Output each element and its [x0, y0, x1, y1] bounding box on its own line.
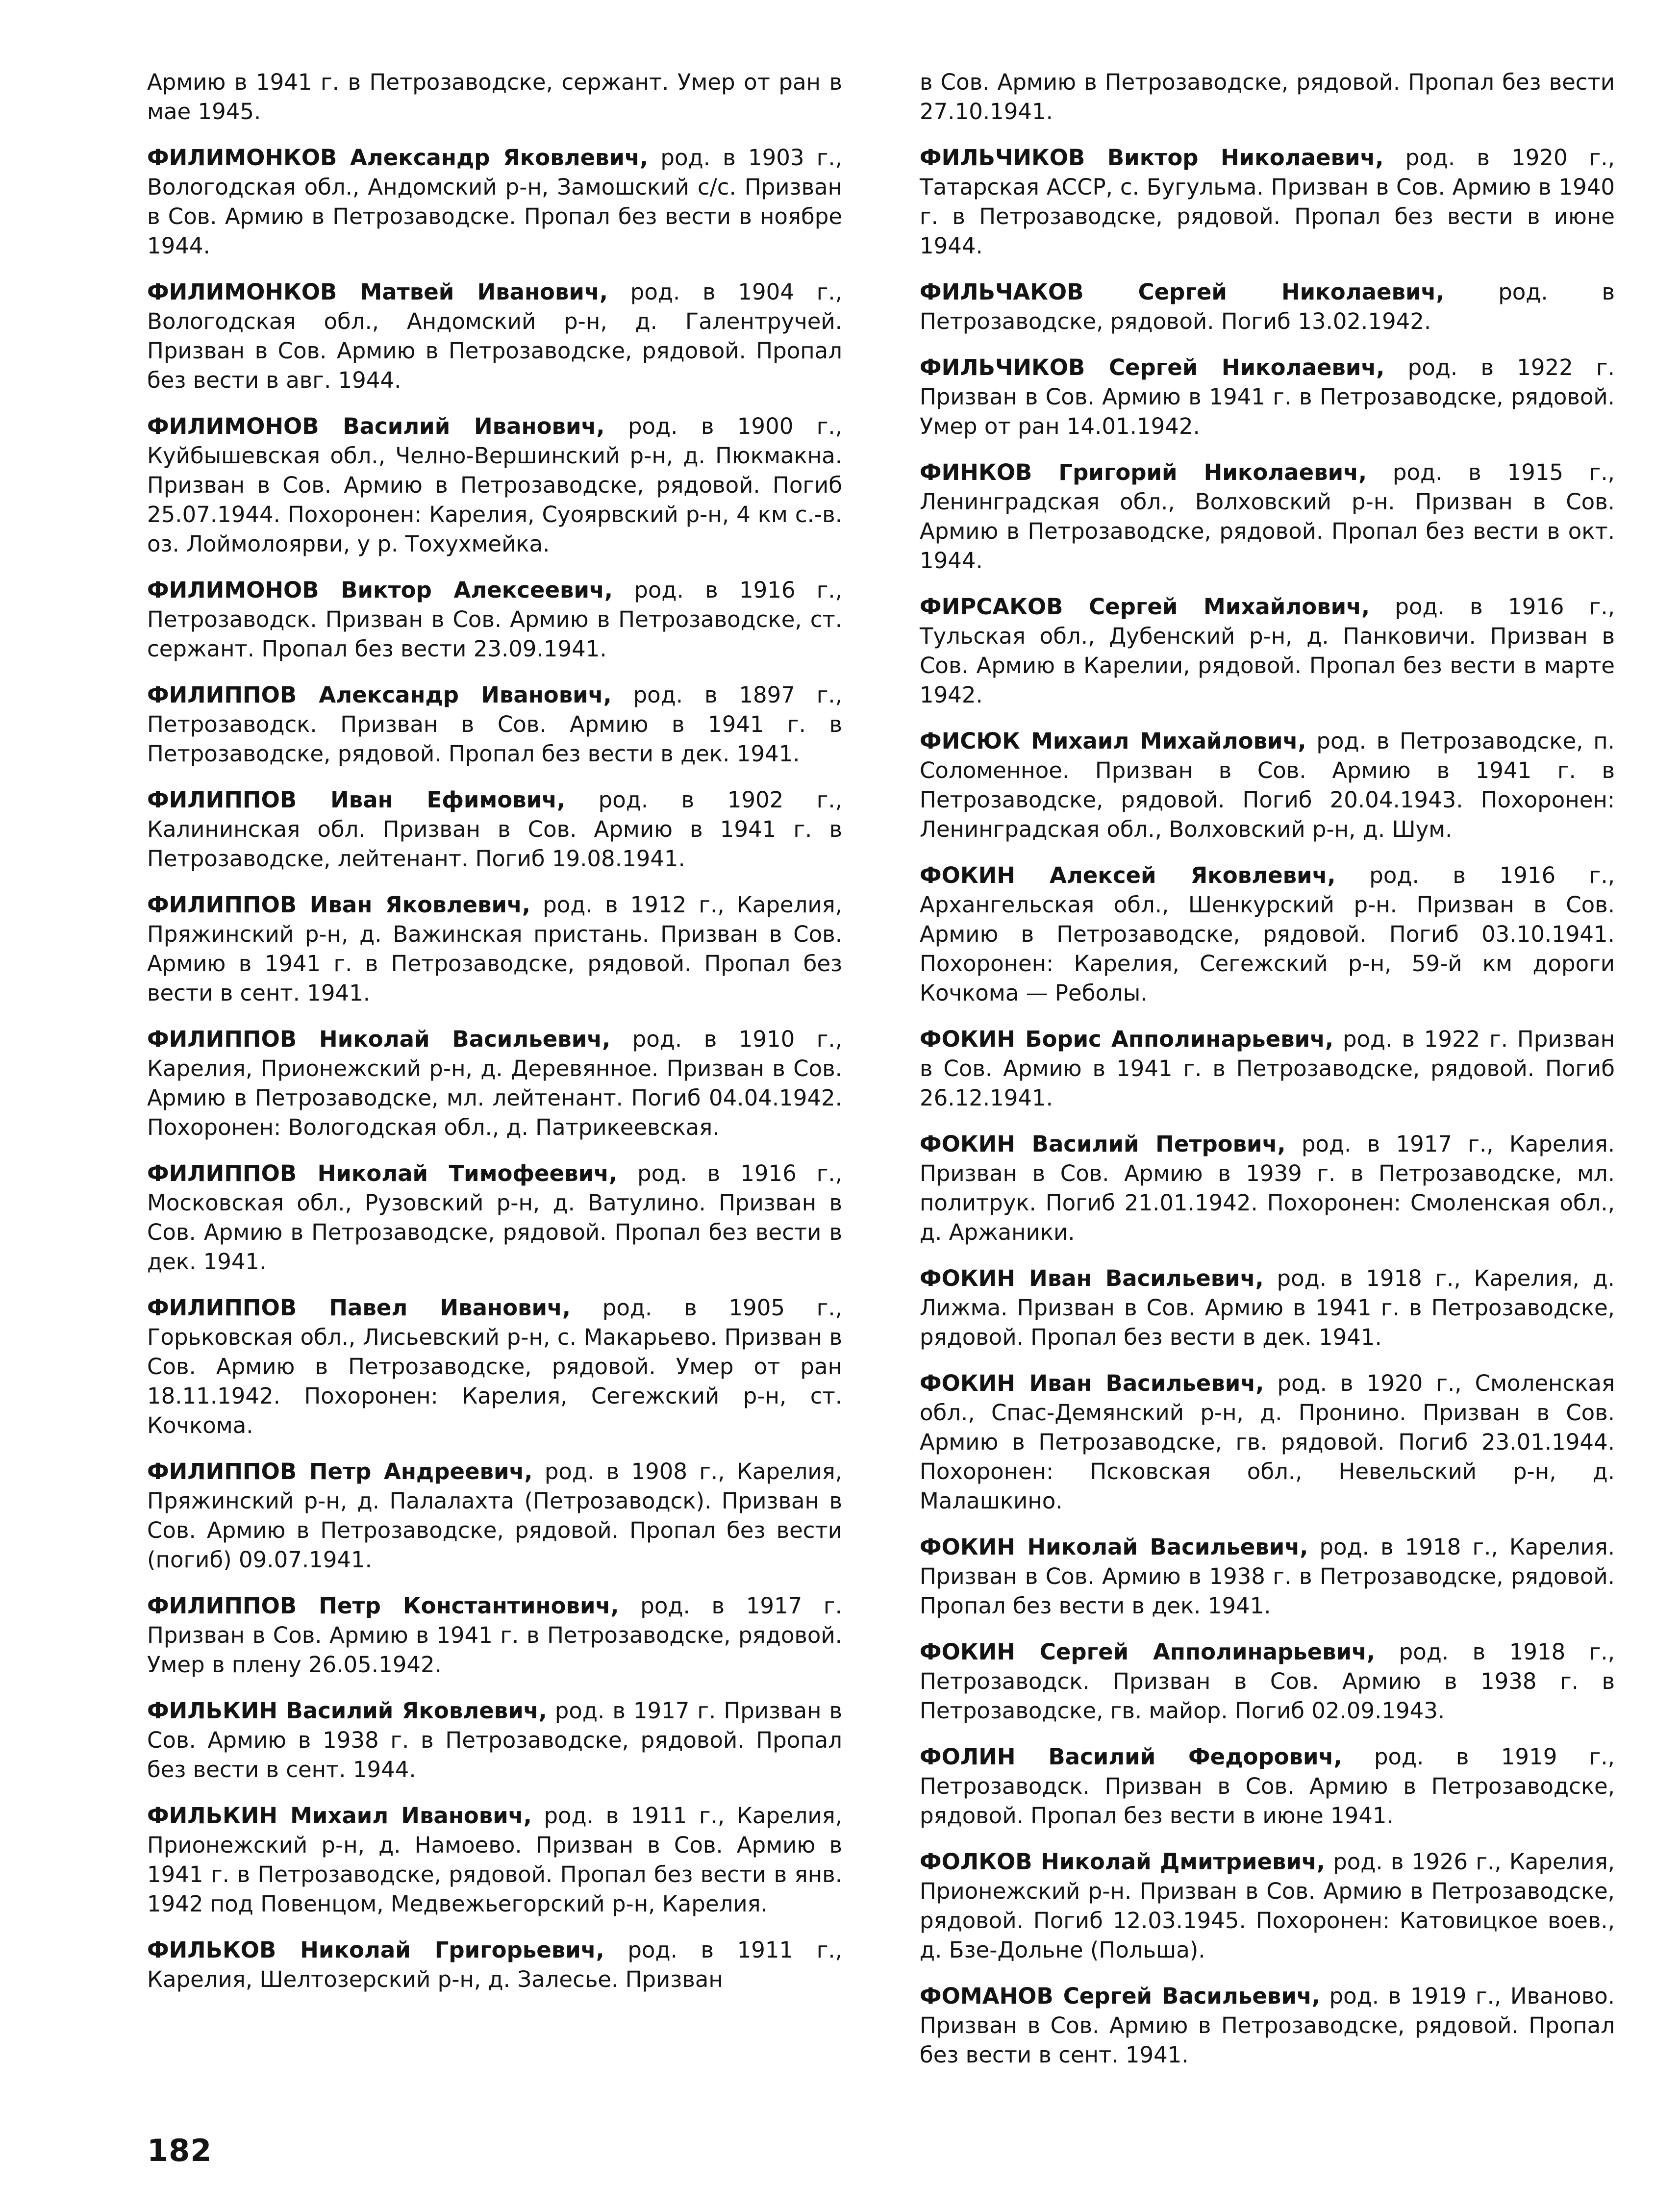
entry-text: в Сов. Армию в Петрозаводске, рядовой. Пропал без вести 27.10.1941. [920, 69, 1615, 125]
entry-name: ФИЛЬЧАКОВ Сергей Николаевич, [920, 279, 1445, 305]
left-column [147, 68, 842, 2011]
entry [920, 1847, 1615, 1965]
entry-text: род. в 1900 г., Куйбышевская обл., Челно-Вершинский р-н, д. Пюкмакна. Призван в Сов. Армию в Петрозаводске, рядовой. Погиб 25.07.1944. Похоронен: Карелия, Суоярвский р-н, 4 км с.-в. оз. Лоймолоярви, у р. Тохухмейка. [147, 413, 842, 557]
entry-name: ФИЛЬЧИКОВ Сергей Николаевич, [920, 354, 1385, 380]
entry-text: род. в 1912 г., Карелия, Пряжинский р-н, д. Важинская пристань. Призван в Сов. Армию в 1941 г. в Петрозаводске, рядовой. Пропал без вести в сент. 1941. [147, 892, 842, 1006]
entry-text: род. в 1922 г. Призван в Сов. Армию в 1941 г. в Петрозаводске, рядовой. Умер от ран 14.01.1942. [920, 354, 1615, 439]
entry-text: род. в 1920 г., Смоленская обл., Спас-Демянский р-н, д. Пронино. Призван в Сов. Армию в Петрозаводске, гв. рядовой. Погиб 23.01.1944. Похоронен: Псковская обл., Невельский р-н, д. Малашкино. [920, 1370, 1615, 1514]
entry-name: ФИЛИППОВ Николай Васильевич, [147, 1026, 611, 1052]
entry-text: род. в 1911 г., Карелия, Прионежский р-н, д. Намоево. Призван в Сов. Армию в 1941 г. в Петрозаводске, рядовой. Пропал без вести в янв. 1942 под Повенцом, Медвежьегорский р-н, Карелия. [147, 1803, 842, 1917]
entry-text: род. в 1916 г., Московская обл., Рузовский р-н, д. Ватулино. Призван в Сов. Армию в Петрозаводске, рядовой. Пропал без вести в дек. 1941. [147, 1160, 842, 1275]
entry [147, 1801, 842, 1919]
entry [920, 1637, 1615, 1726]
right-column [920, 68, 1615, 2086]
entry-name: ФИРСАКОВ Сергей Михайлович, [920, 594, 1370, 620]
entry-name: ФОМАНОВ Сергей Васильевич, [920, 1983, 1320, 2009]
entry-name: ФИЛИППОВ Павел Иванович, [147, 1295, 571, 1321]
entry-name: ФОЛКОВ Николай Дмитриевич, [920, 1849, 1325, 1875]
entry-name: ФОКИН Борис Апполинарьевич, [920, 1026, 1334, 1052]
entry-text: род. в 1917 г. Призван в Сов. Армию в 1938 г. в Петрозаводске, рядовой. Пропал без вести в сент. 1944. [147, 1698, 842, 1783]
entry-name: ФИЛИППОВ Петр Константинович, [147, 1593, 619, 1619]
entry [920, 1130, 1615, 1247]
entry [920, 277, 1615, 336]
entry [920, 143, 1615, 261]
entry-name: ФИЛИППОВ Александр Иванович, [147, 682, 612, 708]
entry-text: род. в 1922 г. Призван в Сов. Армию в 1941 г. в Петрозаводске, рядовой. Погиб 26.12.1941. [920, 1026, 1615, 1111]
entry [147, 277, 842, 395]
entry-text: род. в 1902 г., Калининская обл. Призван в Сов. Армию в 1941 г. в Петрозаводске, лейтенант. Погиб 19.08.1941. [147, 787, 842, 872]
entry-name: ФИЛИМОНОВ Василий Иванович, [147, 413, 605, 439]
entry-text: род. в 1919 г., Петрозаводск. Призван в Сов. Армию в Петрозаводске, рядовой. Пропал без вести в июне 1941. [920, 1744, 1615, 1829]
entry [920, 1982, 1615, 2070]
entry-text: род. в 1918 г., Петрозаводск. Призван в Сов. Армию в 1938 г. в Петрозаводске, гв. майор. Погиб 02.09.1943. [920, 1639, 1615, 1724]
entry [920, 592, 1615, 710]
entry-name: ФИЛИППОВ Петр Андреевич, [147, 1458, 533, 1484]
entry [147, 890, 842, 1008]
entry-text: род. в 1917 г. Призван в Сов. Армию в 1941 г. в Петрозаводске, рядовой. Умер в плену 26.05.1942. [147, 1593, 842, 1678]
entry-text: род. в 1903 г., Вологодская обл., Андомский р-н, Замошский с/с. Призван в Сов. Армию в Петрозаводске. Пропал без вести в ноябре 1944. [147, 145, 842, 259]
entry-name: ФОЛИН Василий Федорович, [920, 1744, 1342, 1770]
entry-text: род. в 1905 г., Горьковская обл., Лисьевский р-н, с. Макарьево. Призван в Сов. Армию в Петрозаводске, рядовой. Умер от ран 18.11.1942. Похоронен: Карелия, Сегежский р-н, ст. Кочкома. [147, 1295, 842, 1438]
entry [147, 1457, 842, 1575]
entry-name: ФОКИН Иван Васильевич, [920, 1265, 1264, 1291]
entry-text: род. в 1926 г., Карелия, Прионежский р-н. Призван в Сов. Армию в Петрозаводске, рядовой. Погиб 12.03.1945. Похоронен: Катовицкое воев., д. Бзе-Дольне (Польша). [920, 1849, 1615, 1963]
entry-text: род. в 1918 г., Карелия, д. Лижма. Призван в Сов. Армию в 1941 г. в Петрозаводске, рядовой. Пропал без вести в дек. 1941. [920, 1265, 1615, 1350]
entry-name: ФОКИН Николай Васильевич, [920, 1534, 1308, 1560]
entry [920, 1533, 1615, 1621]
entry [920, 353, 1615, 441]
entry-name: ФИЛИППОВ Иван Яковлевич, [147, 892, 530, 918]
entry-text: род. в 1911 г., Карелия, Шелтозерский р-н, д. Залесье. Призван [147, 1937, 842, 1992]
entry-name: ФИЛИМОНКОВ Матвей Иванович, [147, 279, 608, 305]
entry [920, 861, 1615, 1008]
entry-text: род. в 1917 г., Карелия. Призван в Сов. Армию в 1939 г. в Петрозаводске, мл. политрук. Погиб 21.01.1942. Похоронен: Смоленская обл., д. Аржаники. [920, 1131, 1615, 1245]
entry [147, 68, 842, 126]
entry [147, 680, 842, 769]
entry-name: ФОКИН Алексей Яковлевич, [920, 862, 1336, 888]
entry-name: ФИСЮК Михаил Михайлович, [920, 728, 1306, 754]
entry-name: ФИЛИППОВ Николай Тимофеевич, [147, 1160, 618, 1186]
entry-text: род. в 1897 г., Петрозаводск. Призван в Сов. Армию в 1941 г. в Петрозаводске, рядовой. Пропал без вести в дек. 1941. [147, 682, 843, 767]
entry-text: род. в 1919 г., Иваново. Призван в Сов. Армию в Петрозаводске, рядовой. Пропал без вести в сент. 1941. [920, 1983, 1615, 2068]
entry-text: род. в 1916 г., Тульская обл., Дубенский р-н, д. Панковичи. Призван в Сов. Армию в Карелии, рядовой. Пропал без вести в марте 1942. [920, 594, 1615, 708]
entry-name: ФИЛИМОНОВ Виктор Алексеевич, [147, 577, 613, 603]
entry-name: ФИЛЬКОВ Николай Григорьевич, [147, 1937, 604, 1963]
page-number: 182 [147, 2133, 212, 2168]
entry-text: род. в 1916 г., Архангельская обл., Шенкурский р-н. Призван в Сов. Армию в Петрозаводске, рядовой. Погиб 03.10.1941. Похоронен: Карелия, Сегежский р-н, 59-й км дороги Кочкома — Реболы. [920, 862, 1615, 1006]
entry [147, 1936, 842, 1994]
entry [920, 458, 1615, 576]
entry-name: ФИЛИМОНКОВ Александр Яковлевич, [147, 145, 649, 171]
entry [147, 576, 842, 664]
entry-text: род. в 1916 г., Петрозаводск. Призван в Сов. Армию в Петрозаводске, ст. сержант. Пропал без вести 23.09.1941. [147, 577, 843, 662]
entry-text: род. в Петрозаводске, п. Соломенное. Призван в Сов. Армию в 1941 г. в Петрозаводске, рядовой. Погиб 20.04.1943. Похоронен: Ленинградская обл., Волховский р-н, д. Шум. [920, 728, 1615, 842]
entry [147, 412, 842, 559]
entry-text: род. в 1908 г., Карелия, Пряжинский р-н, д. Палалахта (Петрозаводск). Призван в Сов. Армию в Петрозаводске, рядовой. Пропал без вести (погиб) 09.07.1941. [147, 1458, 842, 1573]
entry [147, 1025, 842, 1142]
entry [920, 727, 1615, 844]
entry-name: ФИЛЬКИН Михаил Иванович, [147, 1803, 532, 1829]
entry [147, 1293, 842, 1440]
entry [920, 1025, 1615, 1113]
entry-text: род. в 1915 г., Ленинградская обл., Волховский р-н. Призван в Сов. Армию в Петрозаводске, рядовой. Пропал без вести в окт. 1944. [920, 459, 1615, 574]
entry [920, 1742, 1615, 1831]
entry-text: род. в 1904 г., Вологодская обл., Андомский р-н, д. Галентручей. Призван в Сов. Армию в Петрозаводске, рядовой. Пропал без вести в авг. 1944. [147, 279, 843, 393]
entry [147, 785, 842, 874]
entry-name: ФОКИН Сергей Апполинарьевич, [920, 1639, 1376, 1665]
entry-text: род. в 1910 г., Карелия, Прионежский р-н, д. Деревянное. Призван в Сов. Армию в Петрозаводске, мл. лейтенант. Погиб 04.04.1942. Похоронен: Вологодская обл., д. Патрикеевская. [147, 1026, 842, 1140]
entry [920, 1369, 1615, 1516]
entry-text: род. в Петрозаводске, рядовой. Погиб 13.02.1942. [920, 279, 1615, 334]
entry-name: ФОКИН Василий Петрович, [920, 1131, 1286, 1157]
entry-name: ФИЛИППОВ Иван Ефимович, [147, 787, 566, 813]
entry-name: ФОКИН Иван Васильевич, [920, 1370, 1264, 1396]
entry [147, 143, 842, 261]
entry-text: род. в 1920 г., Татарская АССР, с. Бугульма. Призван в Сов. Армию в 1940 г. в Петрозаводске, рядовой. Пропал без вести в июне 1944. [920, 145, 1615, 259]
entry-text: род. в 1918 г., Карелия. Призван в Сов. Армию в 1938 г. в Петрозаводске, рядовой. Пропал без вести в дек. 1941. [920, 1534, 1615, 1619]
entry [147, 1591, 842, 1680]
entry [920, 1264, 1615, 1352]
entry [147, 1159, 842, 1277]
entry-name: ФИЛЬКИН Василий Яковлевич, [147, 1698, 547, 1724]
entry-name: ФИЛЬЧИКОВ Виктор Николаевич, [920, 145, 1384, 171]
entry [920, 68, 1615, 126]
entry [147, 1696, 842, 1785]
entry-text: Армию в 1941 г. в Петрозаводске, сержант. Умер от ран в мае 1945. [147, 69, 842, 125]
entry-name: ФИНКОВ Григорий Николаевич, [920, 459, 1367, 485]
